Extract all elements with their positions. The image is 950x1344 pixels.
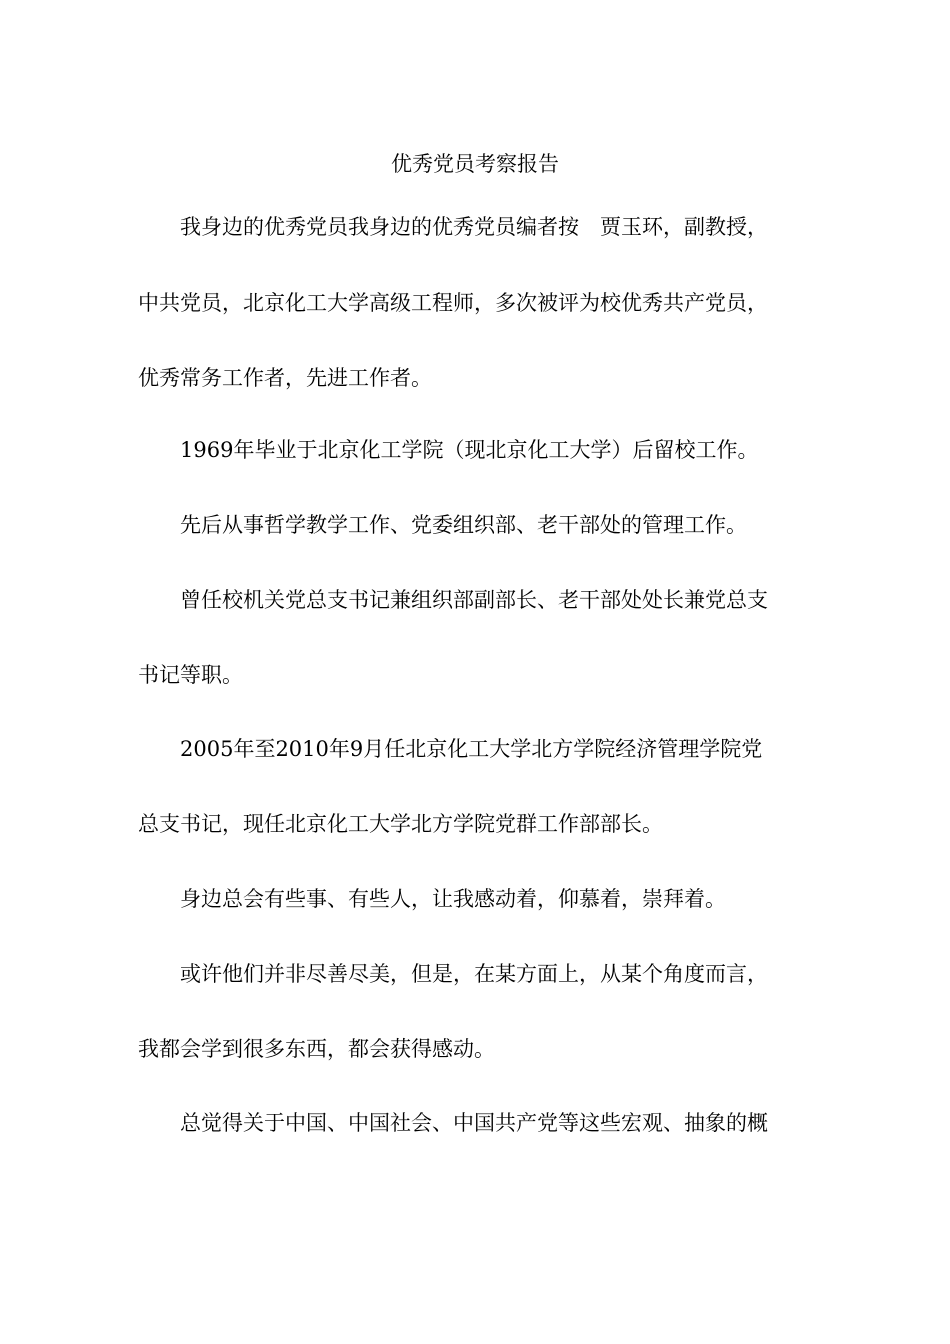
paragraph-line: 总觉得关于中国、中国社会、中国共产党等这些宏观、抽象的概 — [180, 1111, 768, 1135]
paragraph-line: 书记等职。 — [138, 663, 243, 687]
paragraph-line: 曾任校机关党总支书记兼组织部副部长、老干部处处长兼党总支 — [180, 588, 768, 612]
paragraph-line: 我身边的优秀党员我身边的优秀党员编者按 贾玉环，副教授， — [180, 215, 768, 239]
paragraph-line: 2005年至2010年9月任北京化工大学北方学院经济管理学院党 — [180, 737, 763, 761]
paragraph-line: 先后从事哲学教学工作、党委组织部、老干部处的管理工作。 — [180, 513, 747, 537]
paragraph-line: 总支书记，现任北京化工大学北方学院党群工作部部长。 — [138, 812, 663, 836]
paragraph-line: 或许他们并非尽善尽美，但是，在某方面上，从某个角度而言， — [180, 962, 768, 986]
paragraph-line: 1969年毕业于北京化工学院（现北京化工大学）后留校工作。 — [180, 438, 759, 462]
paragraph-line: 身边总会有些事、有些人，让我感动着，仰慕着，崇拜着。 — [180, 887, 726, 911]
paragraph-line: 中共党员，北京化工大学高级工程师，多次被评为校优秀共产党员， — [138, 291, 768, 315]
paragraph-line: 我都会学到很多东西，都会获得感动。 — [138, 1037, 495, 1061]
paragraph-line: 优秀常务工作者，先进工作者。 — [138, 366, 432, 390]
document-title: 优秀党员考察报告 — [391, 152, 559, 176]
